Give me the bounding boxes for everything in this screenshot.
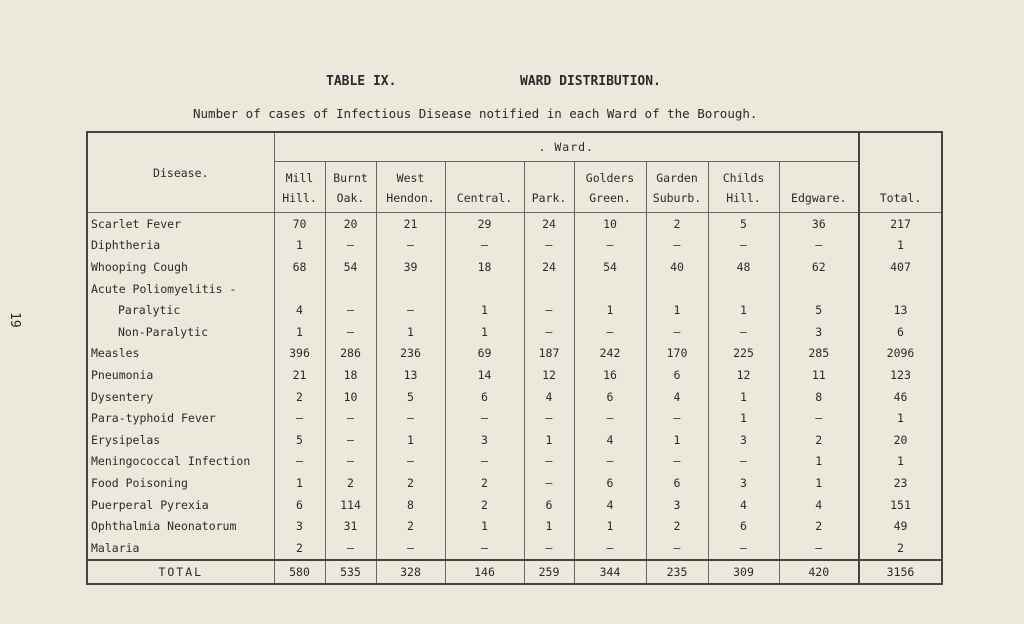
column-header [524, 162, 574, 213]
value-cell: — [445, 407, 524, 429]
value-cell [779, 278, 859, 300]
value-cell: — [325, 321, 376, 343]
column-header-line [529, 168, 570, 188]
value-cell: — [445, 537, 524, 560]
value-cell: — [574, 451, 646, 473]
value-cell: 114 [325, 494, 376, 516]
value-cell: 1 [646, 429, 708, 451]
value-cell: — [708, 451, 779, 473]
column-header-line: Garden [656, 171, 698, 185]
value-cell: — [325, 299, 376, 321]
value-cell: 2 [376, 472, 445, 494]
disease-cell: Non-Paralytic [87, 321, 274, 343]
value-cell: 2 [779, 515, 859, 537]
disease-cell: Erysipelas [87, 429, 274, 451]
value-cell: 4 [574, 494, 646, 516]
value-cell: 21 [274, 364, 325, 386]
value-cell: — [376, 235, 445, 257]
value-cell: 62 [779, 256, 859, 278]
value-cell: 4 [646, 386, 708, 408]
column-header [646, 162, 708, 213]
column-header-line: Childs [722, 171, 765, 185]
value-cell: — [574, 407, 646, 429]
value-cell: 1 [574, 515, 646, 537]
column-header-line [864, 168, 937, 188]
column-header-line [450, 168, 520, 188]
value-cell: 123 [859, 364, 942, 386]
table-row [87, 472, 942, 494]
value-cell: 1 [274, 235, 325, 257]
value-cell: 49 [859, 515, 942, 537]
total-value-cell: 146 [445, 560, 524, 584]
total-header-spacer [859, 132, 942, 162]
table-row [87, 321, 942, 343]
value-cell: — [376, 299, 445, 321]
value-cell: 1 [708, 299, 779, 321]
value-cell: 1 [445, 299, 524, 321]
table-row [87, 494, 942, 516]
value-cell: 1 [376, 321, 445, 343]
value-cell: 31 [325, 515, 376, 537]
value-cell: 40 [646, 256, 708, 278]
disease-cell: Paralytic [87, 299, 274, 321]
total-value-cell: 344 [574, 560, 646, 584]
value-cell: — [376, 407, 445, 429]
value-cell: 5 [274, 429, 325, 451]
value-cell [445, 278, 524, 300]
disease-cell: Pneumonia [87, 364, 274, 386]
value-cell: 5 [779, 299, 859, 321]
value-cell: 1 [859, 407, 942, 429]
value-cell: 5 [376, 386, 445, 408]
value-cell: 1 [274, 321, 325, 343]
table-row [87, 407, 942, 429]
value-cell: — [524, 235, 574, 257]
value-cell: 407 [859, 256, 942, 278]
value-cell: — [574, 235, 646, 257]
value-cell: 4 [274, 299, 325, 321]
value-cell: 23 [859, 472, 942, 494]
column-header-line: Edgware. [791, 191, 847, 205]
value-cell: 6 [646, 472, 708, 494]
value-cell: 3 [274, 515, 325, 537]
value-cell: 4 [708, 494, 779, 516]
value-cell: — [274, 451, 325, 473]
value-cell: 69 [445, 343, 524, 365]
value-cell: — [646, 451, 708, 473]
value-cell: 286 [325, 343, 376, 365]
disease-cell: Dysentery [87, 386, 274, 408]
disease-header: Disease. [87, 132, 274, 213]
disease-cell: Ophthalmia Neonatorum [87, 515, 274, 537]
ward-distribution-table [86, 131, 943, 585]
column-header-line: Golders [585, 171, 635, 185]
column-header-line: Suburb. [652, 191, 702, 205]
value-cell: 1 [574, 299, 646, 321]
disease-cell: Malaria [87, 537, 274, 560]
value-cell: 2 [646, 515, 708, 537]
column-header [325, 162, 376, 213]
value-cell: 3 [445, 429, 524, 451]
value-cell: — [445, 451, 524, 473]
disease-cell: Measles [87, 343, 274, 365]
page-number: 19 [7, 312, 22, 328]
value-cell: 1 [779, 472, 859, 494]
table-heading: WARD DISTRIBUTION. [520, 74, 661, 89]
value-cell: 1 [646, 299, 708, 321]
value-cell: — [445, 235, 524, 257]
value-cell: 225 [708, 343, 779, 365]
disease-cell: Diphtheria [87, 235, 274, 257]
value-cell: 12 [708, 364, 779, 386]
value-cell: — [574, 321, 646, 343]
value-cell: 29 [445, 213, 524, 235]
column-header-line: Burnt [333, 171, 368, 185]
value-cell [708, 278, 779, 300]
value-cell: 6 [708, 515, 779, 537]
value-cell [274, 278, 325, 300]
disease-cell: Whooping Cough [87, 256, 274, 278]
value-cell [325, 278, 376, 300]
value-cell: 1 [708, 386, 779, 408]
value-cell: 16 [574, 364, 646, 386]
value-cell: — [524, 472, 574, 494]
value-cell: 20 [325, 213, 376, 235]
value-cell: 1 [376, 429, 445, 451]
column-header [574, 162, 646, 213]
value-cell: — [779, 537, 859, 560]
value-cell: 54 [325, 256, 376, 278]
value-cell: 39 [376, 256, 445, 278]
value-cell: 1 [524, 515, 574, 537]
value-cell: 2 [646, 213, 708, 235]
value-cell: — [274, 407, 325, 429]
column-header-line: Mill [285, 171, 314, 185]
table-subtitle: Number of cases of Infectious Disease notified in each Ward of the Borough. [193, 106, 758, 121]
total-value-cell: 3156 [859, 560, 942, 584]
value-cell: 3 [708, 429, 779, 451]
column-header-line: Green. [589, 191, 631, 205]
value-cell: 2 [445, 494, 524, 516]
disease-cell: Para-typhoid Fever [87, 407, 274, 429]
value-cell: 170 [646, 343, 708, 365]
value-cell: 24 [524, 213, 574, 235]
value-cell: 6 [574, 472, 646, 494]
value-cell: — [646, 537, 708, 560]
value-cell: — [524, 537, 574, 560]
value-cell: — [325, 235, 376, 257]
column-header-line: Hendon. [386, 191, 435, 205]
value-cell: 1 [445, 515, 524, 537]
value-cell: — [376, 451, 445, 473]
value-cell: 3 [708, 472, 779, 494]
value-cell: 13 [376, 364, 445, 386]
value-cell: 1 [274, 472, 325, 494]
disease-cell: Scarlet Fever [87, 213, 274, 235]
column-header [376, 162, 445, 213]
disease-cell: Food Poisoning [87, 472, 274, 494]
value-cell: 1 [779, 451, 859, 473]
column-header [708, 162, 779, 213]
value-cell: 1 [859, 451, 942, 473]
value-cell [524, 278, 574, 300]
value-cell: 21 [376, 213, 445, 235]
value-cell: 18 [445, 256, 524, 278]
total-value-cell: 420 [779, 560, 859, 584]
value-cell: 24 [524, 256, 574, 278]
table-row [87, 429, 942, 451]
value-cell [859, 278, 942, 300]
value-cell: — [708, 537, 779, 560]
value-cell: 6 [646, 364, 708, 386]
value-cell: 48 [708, 256, 779, 278]
value-cell: 187 [524, 343, 574, 365]
table-row [87, 451, 942, 473]
table-row [87, 537, 942, 560]
table-row [87, 235, 942, 257]
table-row [87, 515, 942, 537]
value-cell: 13 [859, 299, 942, 321]
column-header [859, 162, 942, 213]
value-cell: — [524, 407, 574, 429]
value-cell: 242 [574, 343, 646, 365]
column-header-line: Oak. [336, 191, 365, 205]
value-cell: — [646, 321, 708, 343]
table-row [87, 278, 942, 300]
value-cell: 236 [376, 343, 445, 365]
value-cell: — [646, 407, 708, 429]
value-cell: — [376, 537, 445, 560]
value-cell: — [779, 235, 859, 257]
value-cell: — [524, 451, 574, 473]
value-cell: 10 [574, 213, 646, 235]
disease-cell: Puerperal Pyrexia [87, 494, 274, 516]
value-cell: — [708, 235, 779, 257]
value-cell: 3 [646, 494, 708, 516]
value-cell: 54 [574, 256, 646, 278]
value-cell: 70 [274, 213, 325, 235]
total-value-cell: 580 [274, 560, 325, 584]
total-value-cell: 235 [646, 560, 708, 584]
value-cell: 8 [376, 494, 445, 516]
disease-cell: Meningococcal Infection [87, 451, 274, 473]
table-row [87, 386, 942, 408]
column-header-line: Central. [456, 191, 513, 205]
table-row [87, 299, 942, 321]
column-header [445, 162, 524, 213]
table-number: TABLE IX. [326, 74, 397, 89]
table-row [87, 343, 942, 365]
value-cell: 217 [859, 213, 942, 235]
value-cell: 151 [859, 494, 942, 516]
value-cell [574, 278, 646, 300]
value-cell: 2096 [859, 343, 942, 365]
value-cell: 1 [445, 321, 524, 343]
value-cell [376, 278, 445, 300]
value-cell: 5 [708, 213, 779, 235]
table-row [87, 256, 942, 278]
total-label: TOTAL [87, 560, 274, 584]
total-value-cell: 309 [708, 560, 779, 584]
value-cell: 46 [859, 386, 942, 408]
value-cell: 10 [325, 386, 376, 408]
value-cell: 68 [274, 256, 325, 278]
value-cell: — [325, 451, 376, 473]
value-cell: 4 [574, 429, 646, 451]
value-cell: 2 [325, 472, 376, 494]
value-cell: 2 [274, 386, 325, 408]
value-cell: — [779, 407, 859, 429]
total-value-cell: 259 [524, 560, 574, 584]
value-cell: 4 [524, 386, 574, 408]
value-cell: 2 [274, 537, 325, 560]
value-cell: 6 [274, 494, 325, 516]
value-cell: 1 [524, 429, 574, 451]
value-cell: — [646, 235, 708, 257]
table-row [87, 364, 942, 386]
value-cell: — [325, 407, 376, 429]
column-header-line: Hill. [726, 191, 761, 205]
value-cell: 14 [445, 364, 524, 386]
value-cell: 2 [445, 472, 524, 494]
column-header-line: West [396, 171, 425, 185]
value-cell: — [524, 299, 574, 321]
value-cell: 36 [779, 213, 859, 235]
value-cell: 1 [708, 407, 779, 429]
disease-cell: Acute Poliomyelitis - [87, 278, 274, 300]
column-header-line: Total. [879, 191, 922, 205]
value-cell: 396 [274, 343, 325, 365]
value-cell: 1 [859, 235, 942, 257]
value-cell: — [574, 537, 646, 560]
value-cell: 12 [524, 364, 574, 386]
column-header [779, 162, 859, 213]
column-header-line: Hill. [282, 191, 317, 205]
value-cell: — [524, 321, 574, 343]
value-cell: 3 [779, 321, 859, 343]
value-cell: 11 [779, 364, 859, 386]
value-cell [646, 278, 708, 300]
value-cell: 2 [779, 429, 859, 451]
value-cell: 2 [859, 537, 942, 560]
value-cell: — [325, 537, 376, 560]
value-cell: 4 [779, 494, 859, 516]
value-cell: 6 [859, 321, 942, 343]
value-cell: — [708, 321, 779, 343]
value-cell: 285 [779, 343, 859, 365]
column-header-line [784, 168, 855, 188]
table-row [87, 213, 942, 235]
column-header-line: Park. [531, 191, 567, 205]
ward-header: . Ward. [274, 132, 859, 162]
value-cell: 18 [325, 364, 376, 386]
value-cell: 6 [445, 386, 524, 408]
total-value-cell: 535 [325, 560, 376, 584]
value-cell: — [325, 429, 376, 451]
value-cell: 2 [376, 515, 445, 537]
value-cell: 20 [859, 429, 942, 451]
column-header [274, 162, 325, 213]
value-cell: 8 [779, 386, 859, 408]
total-value-cell: 328 [376, 560, 445, 584]
value-cell: 6 [524, 494, 574, 516]
value-cell: 6 [574, 386, 646, 408]
